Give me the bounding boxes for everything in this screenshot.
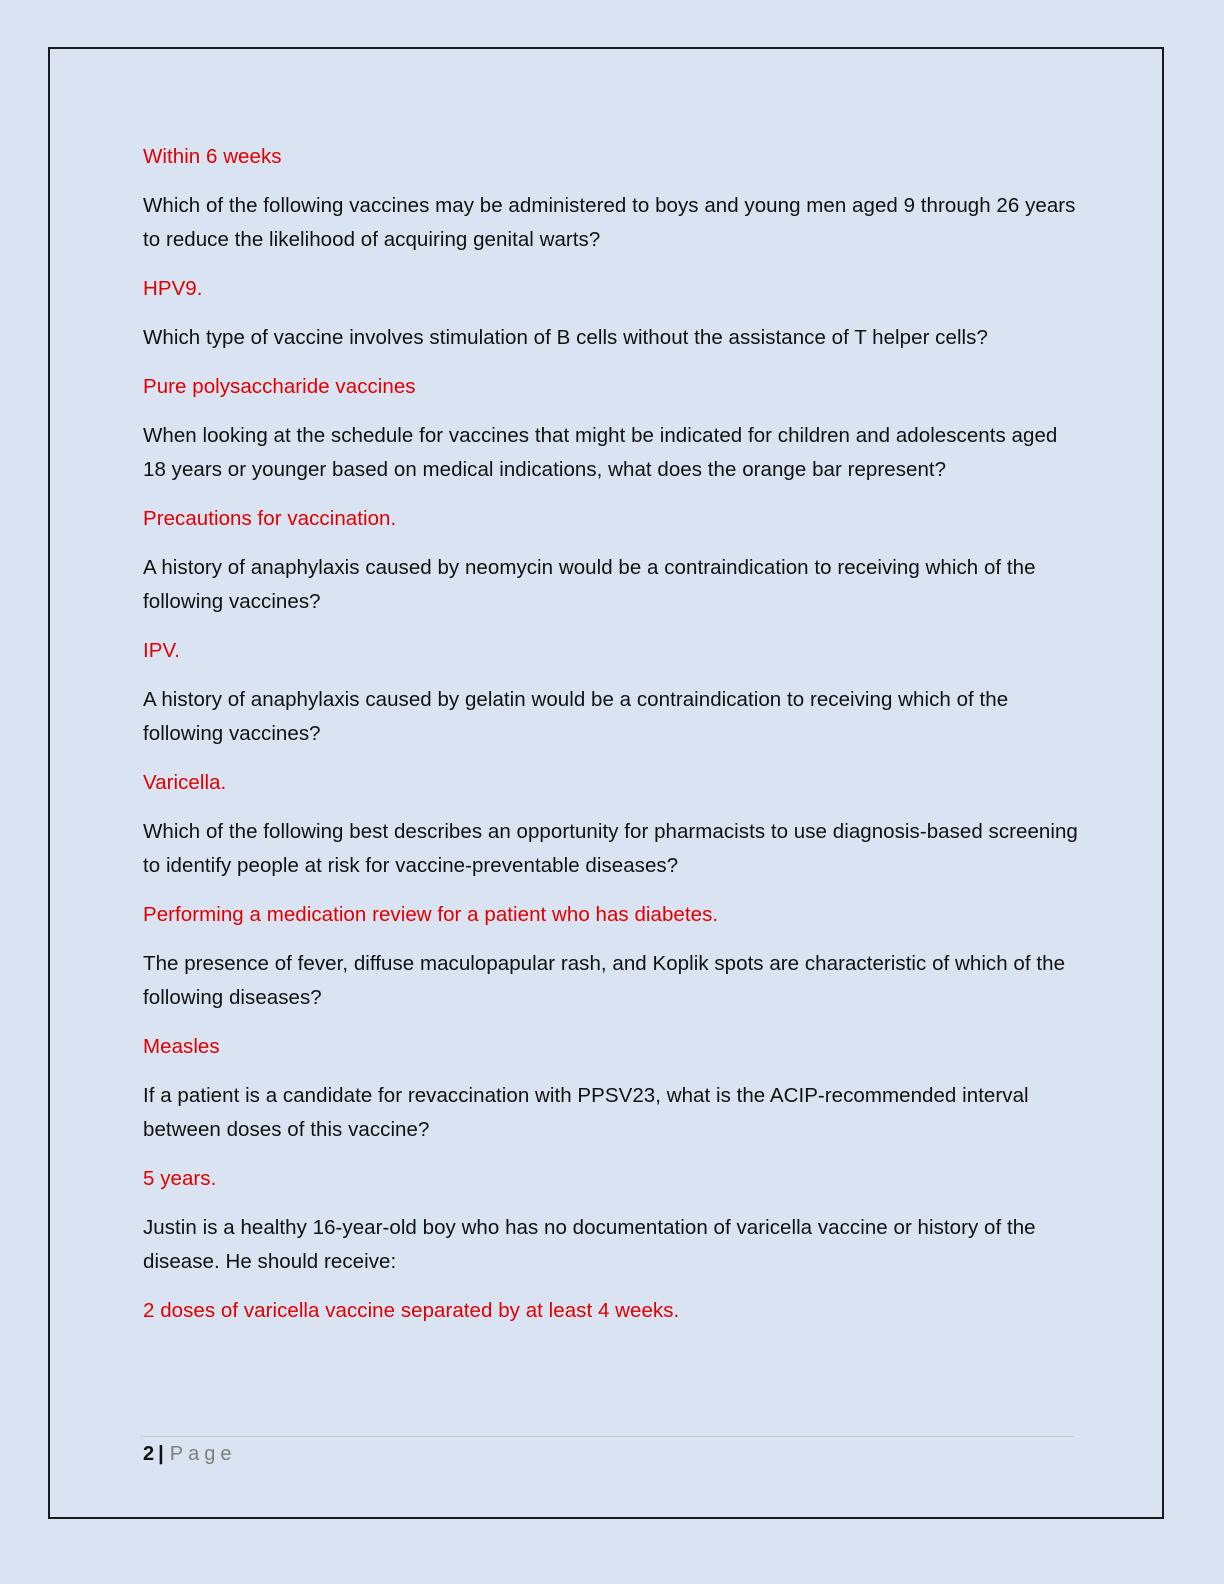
answer-text: Measles — [143, 1035, 220, 1058]
question-text: Which of the following vaccines may be administered to boys and young men aged 9 through 26 years to reduce the likelihood of acquiring genital warts? — [143, 194, 1076, 251]
page-number: 2 — [143, 1443, 155, 1465]
answer-text: IPV. — [143, 639, 181, 662]
document-body — [143, 140, 1078, 1343]
answer-text: Precautions for vaccination. — [143, 507, 397, 530]
question-text: The presence of fever, diffuse maculopapular rash, and Koplik spots are characteristic of which of the following diseases? — [143, 952, 1066, 1009]
question-text: When looking at the schedule for vaccines that might be indicated for children and adolescents aged 18 years or younger based on medical indications, what does the orange bar represent? — [143, 424, 1058, 481]
question-text: Which type of vaccine involves stimulation of B cells without the assistance of T helper cells? — [143, 326, 988, 349]
answer-text: Pure polysaccharide vaccines — [143, 375, 416, 398]
answer-text: HPV9. — [143, 277, 203, 300]
question-text: Which of the following best describes an opportunity for pharmacists to use diagnosis-based screening to identify people at risk for vaccine-preventable diseases? — [143, 820, 1078, 877]
question-text: If a patient is a candidate for revaccination with PPSV23, what is the ACIP-recommended interval between doses of this vaccine? — [143, 1084, 1029, 1141]
answer-text: Performing a medication review for a patient who has diabetes. — [143, 903, 719, 926]
answer-text: Varicella. — [143, 771, 227, 794]
page-label: Page — [169, 1443, 237, 1465]
page-footer — [143, 1439, 236, 1469]
question-text: A history of anaphylaxis caused by neomycin would be a contraindication to receiving which of the following vaccines? — [143, 556, 1036, 613]
footer-separator: | — [158, 1443, 164, 1465]
question-text: Justin is a healthy 16-year-old boy who has no documentation of varicella vaccine or history of the disease. He should receive: — [143, 1216, 1036, 1273]
footer-divider — [140, 1436, 1074, 1437]
answer-text: Within 6 weeks — [143, 145, 282, 168]
question-text: A history of anaphylaxis caused by gelatin would be a contraindication to receiving which of the following vaccines? — [143, 688, 1009, 745]
answer-text: 2 doses of varicella vaccine separated by at least 4 weeks. — [143, 1299, 680, 1322]
answer-text: 5 years. — [143, 1167, 217, 1190]
